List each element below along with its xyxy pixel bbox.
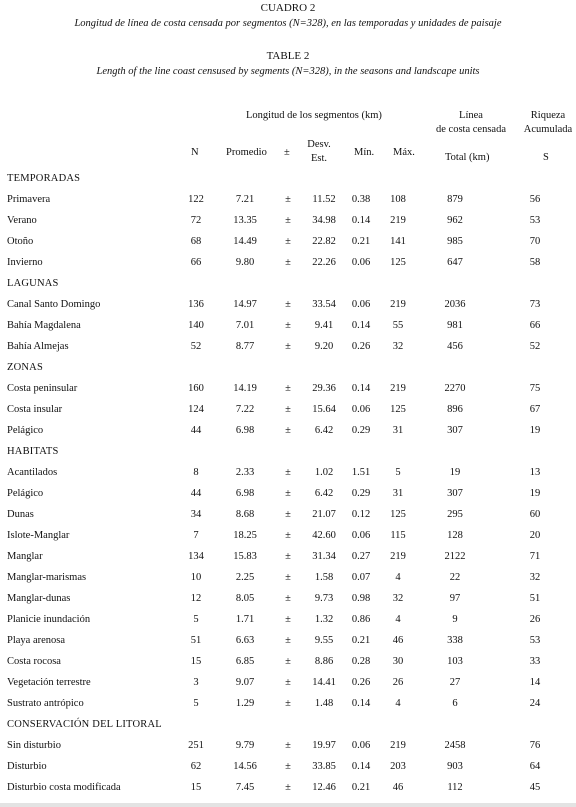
cell-n: 140	[188, 320, 204, 331]
cell-total: 27	[449, 677, 461, 688]
cell-prom: 6.63	[235, 635, 255, 646]
cell-total: 103	[447, 656, 463, 667]
cell-total: 97	[449, 593, 461, 604]
cell-prom: 14.97	[233, 299, 257, 310]
cell-prom: 13.35	[233, 215, 257, 226]
cell-total: 19	[449, 467, 461, 478]
table-row	[0, 546, 576, 567]
cell-prom: 7.22	[235, 404, 255, 415]
cell-s: 32	[529, 572, 541, 583]
cell-total: 307	[447, 488, 463, 499]
cell-n: 8	[193, 467, 199, 478]
header-promedio: Promedio	[226, 147, 267, 158]
row-label: Costa peninsular	[7, 383, 78, 394]
cell-n: 66	[190, 257, 202, 268]
cell-max: 55	[392, 320, 404, 331]
cell-n: 5	[193, 698, 199, 709]
cell-pm: ±	[285, 425, 291, 436]
cell-pm: ±	[285, 530, 291, 541]
cell-total: 2036	[444, 299, 466, 310]
cell-s: 19	[529, 425, 541, 436]
row-label: Manglar-marismas	[7, 572, 87, 583]
cell-min: 0.06	[351, 404, 371, 415]
cell-total: 981	[447, 320, 463, 331]
cell-desv: 6.42	[314, 425, 334, 436]
cell-n: 7	[193, 530, 199, 541]
cell-s: 67	[529, 404, 541, 415]
table-row	[0, 756, 576, 777]
header-total: Total (km)	[445, 152, 490, 163]
cell-prom: 14.49	[233, 236, 257, 247]
cell-max: 4	[395, 572, 401, 583]
row-label: Disturbio	[7, 761, 47, 772]
header-linea	[429, 109, 513, 137]
cell-min: 0.26	[351, 677, 371, 688]
page-bottom-edge	[0, 803, 576, 807]
cell-pm: ±	[285, 782, 291, 793]
cell-desv: 34.98	[312, 215, 336, 226]
cell-n: 62	[190, 761, 202, 772]
cell-n: 72	[190, 215, 202, 226]
cell-pm: ±	[285, 761, 291, 772]
cell-total: 647	[447, 257, 463, 268]
cell-n: 51	[190, 635, 202, 646]
cell-pm: ±	[285, 215, 291, 226]
table-row	[0, 567, 576, 588]
cell-s: 26	[529, 614, 541, 625]
cell-desv: 9.73	[314, 593, 334, 604]
cell-s: 14	[529, 677, 541, 688]
cell-n: 122	[188, 194, 204, 205]
header-linea-line2: de costa censada	[436, 124, 506, 135]
cell-prom: 9.07	[235, 677, 255, 688]
cell-min: 0.14	[351, 761, 371, 772]
cell-total: 307	[447, 425, 463, 436]
table-row	[0, 252, 576, 273]
cell-max: 125	[390, 509, 406, 520]
cell-prom: 6.98	[235, 425, 255, 436]
cell-prom: 6.98	[235, 488, 255, 499]
cell-min: 0.27	[351, 551, 371, 562]
cell-pm: ±	[285, 509, 291, 520]
cell-s: 64	[529, 761, 541, 772]
table-row	[0, 651, 576, 672]
cell-desv: 8.86	[314, 656, 334, 667]
row-label: Otoño	[7, 236, 34, 247]
cell-prom: 7.45	[235, 782, 255, 793]
row-label: Sustrato antrópico	[7, 698, 84, 709]
cell-max: 219	[390, 740, 406, 751]
cell-max: 5	[395, 467, 401, 478]
row-label: Bahía Almejas	[7, 341, 69, 352]
table-row	[0, 231, 576, 252]
cell-desv: 1.32	[314, 614, 334, 625]
cell-pm: ±	[285, 320, 291, 331]
cell-total: 295	[447, 509, 463, 520]
cell-total: 985	[447, 236, 463, 247]
header-desv-line2: Est.	[310, 153, 328, 164]
cell-min: 0.14	[351, 383, 371, 394]
cell-desv: 42.60	[312, 530, 336, 541]
section-heading: ZONAS	[7, 362, 44, 373]
cell-desv: 33.85	[312, 761, 336, 772]
cell-n: 124	[188, 404, 204, 415]
cell-min: 1.51	[351, 467, 371, 478]
header-s: S	[543, 152, 549, 163]
cell-pm: ±	[285, 740, 291, 751]
row-label: Manglar-dunas	[7, 593, 71, 604]
cell-s: 71	[529, 551, 541, 562]
caption-en-title: Length of the line coast censused by segments (N=328), in the seasons and landscape units	[96, 66, 480, 77]
cell-total: 962	[447, 215, 463, 226]
table-row	[0, 336, 576, 357]
cell-total: 9	[452, 614, 458, 625]
cell-s: 66	[529, 320, 541, 331]
cell-n: 3	[193, 677, 199, 688]
section-row	[0, 357, 576, 378]
cell-n: 52	[190, 341, 202, 352]
cell-desv: 19.97	[312, 740, 336, 751]
cell-n: 15	[190, 656, 202, 667]
row-label: Costa rocosa	[7, 656, 61, 667]
cell-max: 219	[390, 215, 406, 226]
header-riqueza-line2: Acumulada	[523, 124, 573, 135]
cell-min: 0.38	[351, 194, 371, 205]
cell-desv: 22.26	[312, 257, 336, 268]
cell-n: 34	[190, 509, 202, 520]
row-label: Dunas	[7, 509, 34, 520]
cell-min: 0.98	[351, 593, 371, 604]
cell-prom: 8.68	[235, 509, 255, 520]
cell-n: 136	[188, 299, 204, 310]
cell-total: 338	[447, 635, 463, 646]
section-heading: CONSERVACIÓN DEL LITORAL	[7, 719, 162, 730]
cell-prom: 2.25	[235, 572, 255, 583]
caption-es-title: Longitud de línea de costa censada por segmentos (N=328), en las temporadas y unidades de paisaje	[74, 18, 502, 29]
cell-max: 31	[392, 488, 404, 499]
cell-s: 20	[529, 530, 541, 541]
row-label: Costa insular	[7, 404, 63, 415]
row-label: Planicie inundación	[7, 614, 91, 625]
cell-total: 128	[447, 530, 463, 541]
cell-min: 0.06	[351, 530, 371, 541]
table-row	[0, 483, 576, 504]
cell-total: 2458	[444, 740, 466, 751]
cell-desv: 12.46	[312, 782, 336, 793]
row-label: Acantilados	[7, 467, 58, 478]
cell-pm: ±	[285, 467, 291, 478]
table-row	[0, 189, 576, 210]
table-body	[0, 168, 576, 798]
cell-s: 70	[529, 236, 541, 247]
cell-total: 22	[449, 572, 461, 583]
header-riqueza-line1: Riqueza	[530, 110, 566, 121]
header-riqueza	[519, 109, 576, 137]
cell-max: 32	[392, 593, 404, 604]
cell-n: 68	[190, 236, 202, 247]
row-label: Vegetación terrestre	[7, 677, 91, 688]
header-desv-line1: Desv.	[307, 139, 331, 150]
table-row	[0, 735, 576, 756]
cell-prom: 1.71	[235, 614, 255, 625]
cell-min: 0.06	[351, 740, 371, 751]
table-row	[0, 693, 576, 714]
cell-s: 13	[529, 467, 541, 478]
data-table	[0, 168, 576, 798]
cell-min: 0.21	[351, 236, 371, 247]
table-row	[0, 504, 576, 525]
cell-min: 0.29	[351, 425, 371, 436]
cell-s: 52	[529, 341, 541, 352]
cell-total: 6	[452, 698, 458, 709]
cell-prom: 7.01	[235, 320, 255, 331]
cell-desv: 6.42	[314, 488, 334, 499]
cell-pm: ±	[285, 635, 291, 646]
cell-s: 76	[529, 740, 541, 751]
row-label: Islote-Manglar	[7, 530, 70, 541]
cell-n: 15	[190, 782, 202, 793]
cell-desv: 22.82	[312, 236, 336, 247]
table-row	[0, 399, 576, 420]
cell-max: 31	[392, 425, 404, 436]
cell-max: 115	[390, 530, 406, 541]
row-label: Sin disturbio	[7, 740, 61, 751]
cell-total: 879	[447, 194, 463, 205]
header-pm: ±	[284, 147, 290, 158]
cell-desv: 1.02	[314, 467, 334, 478]
cell-max: 30	[392, 656, 404, 667]
cell-prom: 9.80	[235, 257, 255, 268]
cell-pm: ±	[285, 341, 291, 352]
table-row	[0, 210, 576, 231]
table-row	[0, 294, 576, 315]
cell-prom: 8.77	[235, 341, 255, 352]
cell-min: 0.14	[351, 320, 371, 331]
cell-max: 203	[390, 761, 406, 772]
cell-s: 33	[529, 656, 541, 667]
cell-s: 56	[529, 194, 541, 205]
cell-prom: 8.05	[235, 593, 255, 604]
cell-prom: 14.56	[233, 761, 257, 772]
cell-prom: 9.79	[235, 740, 255, 751]
cell-max: 108	[390, 194, 406, 205]
section-heading: HABITATS	[7, 446, 59, 457]
cell-min: 0.21	[351, 782, 371, 793]
cell-s: 45	[529, 782, 541, 793]
cell-max: 219	[390, 551, 406, 562]
table-row	[0, 462, 576, 483]
section-heading: LAGUNAS	[7, 278, 59, 289]
cell-pm: ±	[285, 404, 291, 415]
cell-s: 51	[529, 593, 541, 604]
cell-max: 46	[392, 635, 404, 646]
cell-prom: 18.25	[233, 530, 257, 541]
cell-prom: 14.19	[233, 383, 257, 394]
row-label: Canal Santo Domingo	[7, 299, 101, 310]
cell-pm: ±	[285, 572, 291, 583]
cell-n: 160	[188, 383, 204, 394]
row-label: Invierno	[7, 257, 43, 268]
section-row	[0, 273, 576, 294]
table-row	[0, 777, 576, 798]
header-max: Máx.	[393, 147, 415, 158]
cell-pm: ±	[285, 677, 291, 688]
cell-desv: 14.41	[312, 677, 336, 688]
cell-total: 456	[447, 341, 463, 352]
header-linea-line1: Línea	[459, 110, 483, 121]
cell-desv: 29.36	[312, 383, 336, 394]
cell-min: 0.06	[351, 299, 371, 310]
cell-desv: 9.20	[314, 341, 334, 352]
row-label: Pelágico	[7, 425, 44, 436]
table-row	[0, 315, 576, 336]
cell-desv: 9.41	[314, 320, 334, 331]
section-row	[0, 441, 576, 462]
cell-n: 251	[188, 740, 204, 751]
table-row	[0, 672, 576, 693]
cell-prom: 2.33	[235, 467, 255, 478]
cell-n: 10	[190, 572, 202, 583]
header-desv	[307, 138, 331, 166]
cell-pm: ±	[285, 593, 291, 604]
row-label: Playa arenosa	[7, 635, 66, 646]
cell-min: 0.28	[351, 656, 371, 667]
cell-total: 112	[447, 782, 463, 793]
row-label: Primavera	[7, 194, 51, 205]
cell-max: 219	[390, 299, 406, 310]
cell-pm: ±	[285, 299, 291, 310]
cell-max: 219	[390, 383, 406, 394]
header-min: Mín.	[354, 147, 375, 158]
row-label: Bahía Magdalena	[7, 320, 81, 331]
cell-n: 44	[190, 488, 202, 499]
cell-max: 4	[395, 614, 401, 625]
row-label: Pelágico	[7, 488, 44, 499]
cell-desv: 1.58	[314, 572, 334, 583]
cell-desv: 15.64	[312, 404, 336, 415]
cell-pm: ±	[285, 383, 291, 394]
table-row	[0, 630, 576, 651]
caption-en-label: TABLE 2	[266, 50, 310, 62]
cell-pm: ±	[285, 236, 291, 247]
cell-s: 53	[529, 635, 541, 646]
section-heading: TEMPORADAS	[7, 173, 81, 184]
cell-min: 0.29	[351, 488, 371, 499]
section-row	[0, 168, 576, 189]
cell-max: 125	[390, 404, 406, 415]
cell-total: 2270	[444, 383, 466, 394]
cell-min: 0.06	[351, 257, 371, 268]
cell-desv: 21.07	[312, 509, 336, 520]
table-row	[0, 609, 576, 630]
cell-max: 125	[390, 257, 406, 268]
table-row	[0, 525, 576, 546]
header-group-longitud: Longitud de los segmentos (km)	[246, 110, 382, 121]
cell-pm: ±	[285, 551, 291, 562]
cell-pm: ±	[285, 194, 291, 205]
row-label: Disturbio costa modificada	[7, 782, 121, 793]
cell-n: 5	[193, 614, 199, 625]
cell-min: 0.26	[351, 341, 371, 352]
header-n: N	[191, 147, 199, 158]
cell-pm: ±	[285, 614, 291, 625]
caption-es-label: CUADRO 2	[260, 2, 316, 14]
cell-pm: ±	[285, 488, 291, 499]
cell-prom: 1.29	[235, 698, 255, 709]
cell-desv: 1.48	[314, 698, 334, 709]
cell-n: 134	[188, 551, 204, 562]
row-label: Verano	[7, 215, 37, 226]
cell-max: 32	[392, 341, 404, 352]
table-row	[0, 420, 576, 441]
section-row	[0, 714, 576, 735]
table-row	[0, 588, 576, 609]
cell-s: 53	[529, 215, 541, 226]
row-label: Manglar	[7, 551, 43, 562]
cell-prom: 7.21	[235, 194, 255, 205]
cell-pm: ±	[285, 698, 291, 709]
cell-prom: 15.83	[233, 551, 257, 562]
cell-min: 0.12	[351, 509, 371, 520]
cell-n: 44	[190, 425, 202, 436]
table-row	[0, 378, 576, 399]
cell-s: 58	[529, 257, 541, 268]
cell-s: 60	[529, 509, 541, 520]
cell-s: 73	[529, 299, 541, 310]
cell-desv: 31.34	[312, 551, 336, 562]
cell-s: 24	[529, 698, 541, 709]
cell-pm: ±	[285, 656, 291, 667]
cell-min: 0.86	[351, 614, 371, 625]
cell-s: 75	[529, 383, 541, 394]
cell-total: 903	[447, 761, 463, 772]
cell-min: 0.07	[351, 572, 371, 583]
cell-max: 26	[392, 677, 404, 688]
cell-min: 0.14	[351, 215, 371, 226]
cell-max: 141	[390, 236, 406, 247]
cell-min: 0.21	[351, 635, 371, 646]
cell-prom: 6.85	[235, 656, 255, 667]
cell-total: 2122	[444, 551, 466, 562]
cell-max: 46	[392, 782, 404, 793]
cell-total: 896	[447, 404, 463, 415]
cell-desv: 33.54	[312, 299, 336, 310]
cell-s: 19	[529, 488, 541, 499]
cell-desv: 9.55	[314, 635, 334, 646]
cell-min: 0.14	[351, 698, 371, 709]
cell-max: 4	[395, 698, 401, 709]
cell-desv: 11.52	[312, 194, 336, 205]
cell-pm: ±	[285, 257, 291, 268]
cell-n: 12	[190, 593, 202, 604]
